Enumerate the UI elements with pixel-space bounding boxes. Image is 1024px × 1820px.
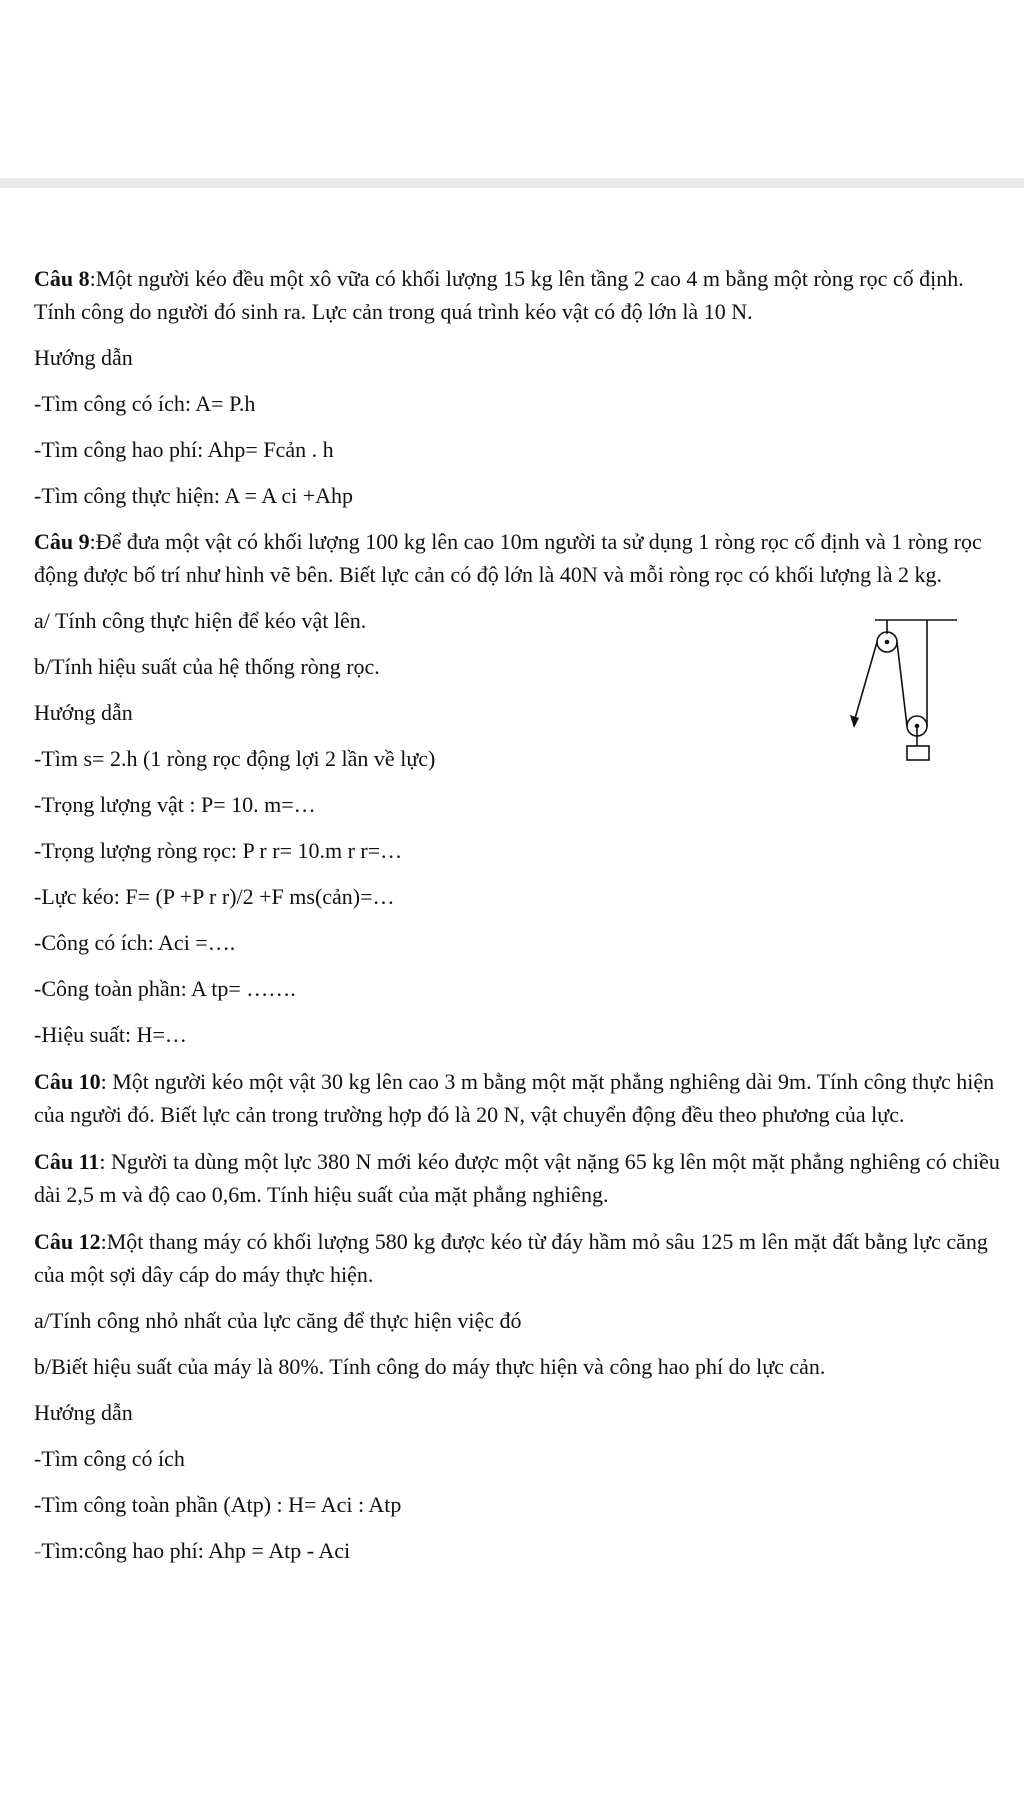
guide-step: -Trọng lượng vật : P= 10. m=… — [34, 792, 316, 817]
question-label: Câu 11 — [34, 1149, 100, 1174]
guide-step: -Tìm s= 2.h (1 ròng rọc động lợi 2 lần về lực) — [34, 746, 436, 771]
question-12 — [34, 1225, 1009, 1291]
question-text: : Một người kéo một vật 30 kg lên cao 3 m bằng một mặt phẳng nghiêng dài 9m. Tính công thực hiện của người đó. Biết lực cản trong trường hợp đó là 20 N, vật chuyển động đều theo phương của lực. — [34, 1069, 995, 1127]
question-text: :Một thang máy có khối lượng 580 kg được kéo từ đáy hầm mỏ sâu 125 m lên mặt đất bằng lực căng của một sợi dây cáp do máy thực hiện. — [34, 1229, 988, 1287]
dash-mark: - — [34, 1538, 42, 1563]
guide-step: -Tìm công có ích — [34, 1446, 185, 1471]
pulley-system-diagram — [845, 614, 960, 774]
question-11 — [34, 1145, 1009, 1211]
guide-step: -Tìm công toàn phần (Atp) : H= Aci : Atp — [34, 1492, 402, 1517]
question-label: Câu 10 — [34, 1069, 101, 1094]
guide-step: -Tìm công hao phí: Ahp= Fcản . h — [34, 437, 334, 462]
guide-heading: Hướng dẫn — [34, 1400, 133, 1425]
guide-step: -Lực kéo: F= (P +P r r)/2 +F ms(cản)=… — [34, 884, 395, 909]
question-text: :Để đưa một vật có khối lượng 100 kg lên cao 10m người ta sử dụng 1 ròng rọc cố định và 1 ròng rọc động được bố trí như hình vẽ bên. Biết lực cản có độ lớn là 40N và mỗi ròng rọc có khối lượng là 2 kg. — [34, 529, 982, 587]
guide-step-text: Tìm:công hao phí: Ahp = Atp - Aci — [41, 1538, 351, 1563]
question-label: Câu 12 — [34, 1229, 101, 1254]
question-part-b: b/Tính hiệu suất của hệ thống ròng rọc. — [34, 654, 380, 679]
rope-segment — [897, 642, 907, 726]
pull-rope — [854, 642, 877, 722]
question-part-b: b/Biết hiệu suất của máy là 80%. Tính công do máy thực hiện và công hao phí do lực cản. — [34, 1354, 826, 1379]
question-8 — [34, 262, 1009, 328]
question-10 — [34, 1065, 1009, 1131]
question-label: Câu 9 — [34, 529, 90, 554]
guide-step: -Tìm công có ích: A= P.h — [34, 391, 256, 416]
question-part-a: a/Tính công nhỏ nhất của lực căng để thực hiện việc đó — [34, 1308, 522, 1333]
guide-step: -Tìm công thực hiện: A = A ci +Ahp — [34, 483, 354, 508]
guide-step: -Công có ích: Aci =…. — [34, 930, 236, 955]
guide-step-last — [34, 1534, 1009, 1567]
question-label: Câu 8 — [34, 266, 90, 291]
guide-heading: Hướng dẫn — [34, 345, 133, 370]
question-text: : Người ta dùng một lực 380 N mới kéo được một vật nặng 65 kg lên một mặt phẳng nghiêng có chiều dài 2,5 m và độ cao 0,6m. Tính hiệu suất của mặt phẳng nghiêng. — [34, 1149, 1000, 1207]
guide-step: -Công toàn phần: A tp= ……. — [34, 976, 296, 1001]
guide-heading: Hướng dẫn — [34, 700, 133, 725]
fixed-pulley-axle — [886, 641, 889, 644]
pull-arrow-head — [850, 715, 859, 728]
guide-step: -Trọng lượng ròng rọc: P r r= 10.m r r=… — [34, 838, 403, 863]
question-text: :Một người kéo đều một xô vữa có khối lượng 15 kg lên tầng 2 cao 4 m bằng một ròng rọc cố định. Tính công do người đó sinh ra. Lực cản trong quá trình kéo vật có độ lớn là 10 N. — [34, 266, 964, 324]
weight-box — [907, 746, 929, 760]
document-body — [34, 262, 1009, 1567]
guide-step: -Hiệu suất: H=… — [34, 1022, 187, 1047]
question-9 — [34, 525, 1009, 591]
page-top-divider — [0, 178, 1024, 188]
question-part-a: a/ Tính công thực hiện để kéo vật lên. — [34, 608, 367, 633]
